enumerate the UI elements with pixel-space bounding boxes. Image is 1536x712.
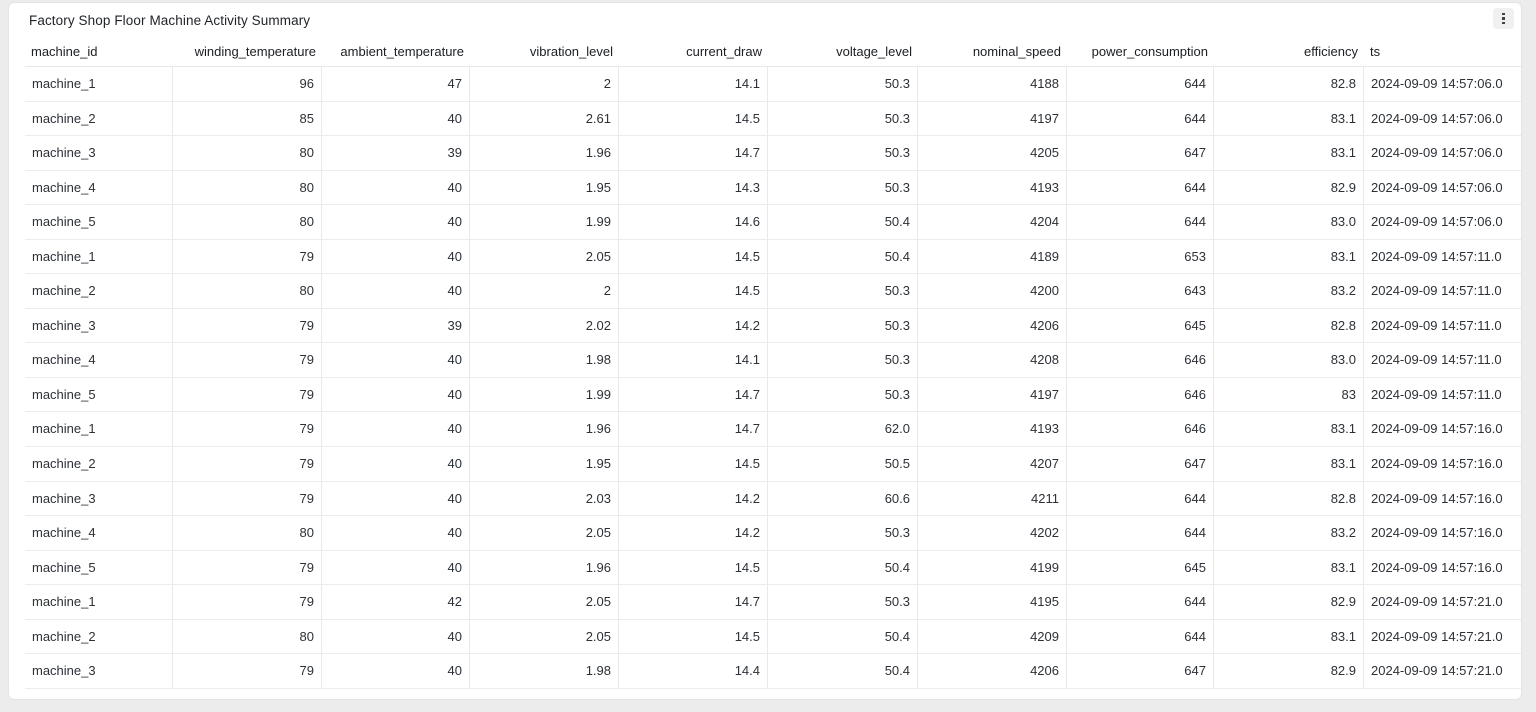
cell-power_consumption: 644 (1067, 585, 1214, 619)
cell-nominal_speed: 4189 (918, 240, 1067, 274)
table-header-row (25, 37, 1521, 67)
cell-ts: 2024-09-09 14:57:11.0 (1371, 386, 1502, 402)
cell-power_consumption: 644 (1067, 482, 1214, 516)
cell-vibration_level: 2.05 (470, 585, 619, 619)
cell-winding_temperature: 80 (173, 171, 322, 205)
cell-ts: 2024-09-09 14:57:16.0 (1371, 456, 1503, 472)
cell-power_consumption: 644 (1067, 171, 1214, 205)
cell-winding_temperature: 79 (173, 240, 322, 274)
cell-voltage_level: 50.3 (768, 102, 918, 136)
cell-current_draw: 14.2 (619, 516, 768, 550)
kebab-menu-icon (1502, 22, 1505, 25)
cell-power_consumption: 653 (1067, 240, 1214, 274)
cell-ts: 2024-09-09 14:57:21.0 (1371, 628, 1503, 644)
cell-ambient_temperature: 42 (322, 585, 470, 619)
cell-ts: 2024-09-09 14:57:11.0 (1371, 283, 1502, 299)
cell-machine_id: machine_3 (25, 482, 173, 516)
cell-ts: 2024-09-09 14:57:06.0 (1371, 110, 1503, 126)
cell-voltage_level: 50.5 (768, 447, 918, 481)
cell-voltage_level: 50.3 (768, 585, 918, 619)
cell-vibration_level: 1.95 (470, 171, 619, 205)
cell-ts: 2024-09-09 14:57:11.0 (1371, 248, 1502, 264)
cell-machine_id: machine_2 (25, 102, 173, 136)
cell-voltage_level: 50.3 (768, 343, 918, 377)
cell-machine_id: machine_2 (25, 274, 173, 308)
table-row (25, 654, 1521, 689)
cell-efficiency: 83.1 (1214, 240, 1364, 274)
cell-current_draw: 14.1 (619, 343, 768, 377)
cell-ambient_temperature: 40 (322, 551, 470, 585)
cell-ambient_temperature: 39 (322, 136, 470, 170)
cell-current_draw: 14.5 (619, 447, 768, 481)
cell-vibration_level: 1.98 (470, 343, 619, 377)
cell-vibration_level: 2.61 (470, 102, 619, 136)
cell-ts: 2024-09-09 14:57:06.0 (1371, 214, 1503, 230)
table-row (25, 274, 1521, 309)
column-header-nominal_speed[interactable]: nominal_speed (972, 44, 1061, 59)
cell-machine_id: machine_4 (25, 171, 173, 205)
table-row (25, 309, 1521, 344)
cell-nominal_speed: 4204 (918, 205, 1067, 239)
column-header-current_draw[interactable]: current_draw (686, 44, 762, 59)
cell-current_draw: 14.4 (619, 654, 768, 688)
column-header-ts[interactable]: ts (1370, 44, 1381, 59)
cell-winding_temperature: 79 (173, 343, 322, 377)
cell-ambient_temperature: 40 (322, 171, 470, 205)
cell-nominal_speed: 4193 (918, 412, 1067, 446)
table-body (25, 67, 1521, 689)
cell-vibration_level: 1.98 (470, 654, 619, 688)
cell-efficiency: 83.1 (1214, 136, 1364, 170)
cell-ts: 2024-09-09 14:57:21.0 (1371, 663, 1503, 679)
kebab-menu-icon (1502, 13, 1505, 16)
cell-winding_temperature: 80 (173, 516, 322, 550)
cell-efficiency: 82.8 (1214, 482, 1364, 516)
cell-winding_temperature: 79 (173, 447, 322, 481)
column-header-ambient_temperature[interactable]: ambient_temperature (340, 44, 464, 59)
cell-machine_id: machine_5 (25, 205, 173, 239)
table-row (25, 585, 1521, 620)
cell-nominal_speed: 4207 (918, 447, 1067, 481)
cell-ts: 2024-09-09 14:57:06.0 (1371, 179, 1503, 195)
cell-power_consumption: 646 (1067, 378, 1214, 412)
cell-nominal_speed: 4197 (918, 102, 1067, 136)
cell-vibration_level: 1.96 (470, 136, 619, 170)
cell-ambient_temperature: 40 (322, 205, 470, 239)
panel-title: Factory Shop Floor Machine Activity Summary (29, 12, 311, 28)
cell-ts: 2024-09-09 14:57:11.0 (1371, 317, 1502, 333)
table-row (25, 171, 1521, 206)
cell-efficiency: 82.9 (1214, 654, 1364, 688)
cell-ambient_temperature: 40 (322, 620, 470, 654)
cell-nominal_speed: 4206 (918, 654, 1067, 688)
cell-nominal_speed: 4200 (918, 274, 1067, 308)
cell-machine_id: machine_5 (25, 551, 173, 585)
cell-voltage_level: 50.3 (768, 136, 918, 170)
cell-machine_id: machine_1 (25, 412, 173, 446)
column-header-winding_temperature[interactable]: winding_temperature (194, 44, 316, 59)
cell-voltage_level: 50.4 (768, 205, 918, 239)
cell-power_consumption: 644 (1067, 620, 1214, 654)
cell-winding_temperature: 79 (173, 412, 322, 446)
cell-efficiency: 83.1 (1214, 412, 1364, 446)
cell-ts: 2024-09-09 14:57:16.0 (1371, 525, 1503, 541)
table-row (25, 102, 1521, 137)
table-row (25, 447, 1521, 482)
cell-voltage_level: 50.3 (768, 274, 918, 308)
cell-winding_temperature: 80 (173, 136, 322, 170)
cell-current_draw: 14.2 (619, 482, 768, 516)
cell-power_consumption: 644 (1067, 67, 1214, 101)
cell-vibration_level: 1.99 (470, 205, 619, 239)
cell-vibration_level: 2.03 (470, 482, 619, 516)
table-panel (8, 2, 1522, 700)
cell-ambient_temperature: 40 (322, 102, 470, 136)
cell-current_draw: 14.5 (619, 102, 768, 136)
cell-current_draw: 14.3 (619, 171, 768, 205)
cell-power_consumption: 644 (1067, 102, 1214, 136)
cell-power_consumption: 644 (1067, 205, 1214, 239)
cell-current_draw: 14.5 (619, 274, 768, 308)
cell-ambient_temperature: 40 (322, 274, 470, 308)
cell-nominal_speed: 4202 (918, 516, 1067, 550)
cell-ts: 2024-09-09 14:57:16.0 (1371, 421, 1503, 437)
cell-efficiency: 82.9 (1214, 171, 1364, 205)
machine-activity-table (25, 37, 1521, 689)
cell-ambient_temperature: 40 (322, 343, 470, 377)
cell-nominal_speed: 4208 (918, 343, 1067, 377)
cell-power_consumption: 647 (1067, 447, 1214, 481)
cell-nominal_speed: 4188 (918, 67, 1067, 101)
column-header-machine_id[interactable]: machine_id (31, 44, 98, 59)
cell-machine_id: machine_1 (25, 67, 173, 101)
cell-machine_id: machine_2 (25, 620, 173, 654)
cell-winding_temperature: 80 (173, 274, 322, 308)
cell-ambient_temperature: 39 (322, 309, 470, 343)
cell-efficiency: 83.1 (1214, 620, 1364, 654)
cell-voltage_level: 50.3 (768, 67, 918, 101)
cell-nominal_speed: 4199 (918, 551, 1067, 585)
cell-efficiency: 83 (1214, 378, 1364, 412)
column-header-power_consumption[interactable]: power_consumption (1091, 44, 1208, 59)
cell-vibration_level: 2.02 (470, 309, 619, 343)
cell-voltage_level: 50.3 (768, 516, 918, 550)
cell-voltage_level: 50.4 (768, 620, 918, 654)
cell-voltage_level: 50.4 (768, 654, 918, 688)
table-row (25, 136, 1521, 171)
table-row (25, 343, 1521, 378)
table-row (25, 551, 1521, 586)
cell-winding_temperature: 80 (173, 205, 322, 239)
cell-current_draw: 14.2 (619, 309, 768, 343)
cell-ambient_temperature: 40 (322, 447, 470, 481)
cell-nominal_speed: 4195 (918, 585, 1067, 619)
cell-nominal_speed: 4206 (918, 309, 1067, 343)
cell-ambient_temperature: 40 (322, 412, 470, 446)
cell-ambient_temperature: 40 (322, 240, 470, 274)
cell-ts: 2024-09-09 14:57:16.0 (1371, 559, 1503, 575)
cell-power_consumption: 646 (1067, 343, 1214, 377)
table-row (25, 67, 1521, 102)
cell-current_draw: 14.1 (619, 67, 768, 101)
cell-current_draw: 14.6 (619, 205, 768, 239)
table-row (25, 412, 1521, 447)
table-row (25, 482, 1521, 517)
cell-vibration_level: 2.05 (470, 516, 619, 550)
cell-ambient_temperature: 40 (322, 654, 470, 688)
cell-current_draw: 14.7 (619, 412, 768, 446)
cell-winding_temperature: 79 (173, 585, 322, 619)
cell-machine_id: machine_4 (25, 343, 173, 377)
cell-nominal_speed: 4197 (918, 378, 1067, 412)
cell-winding_temperature: 79 (173, 654, 322, 688)
table-row (25, 205, 1521, 240)
table-row (25, 620, 1521, 655)
cell-current_draw: 14.5 (619, 620, 768, 654)
cell-voltage_level: 50.3 (768, 171, 918, 205)
cell-ts: 2024-09-09 14:57:06.0 (1371, 76, 1503, 91)
cell-machine_id: machine_4 (25, 516, 173, 550)
cell-ts: 2024-09-09 14:57:11.0 (1371, 352, 1502, 368)
cell-ts: 2024-09-09 14:57:16.0 (1371, 490, 1503, 506)
cell-current_draw: 14.5 (619, 240, 768, 274)
cell-machine_id: machine_1 (25, 585, 173, 619)
table-row (25, 240, 1521, 275)
cell-efficiency: 82.8 (1214, 309, 1364, 343)
cell-winding_temperature: 80 (173, 620, 322, 654)
cell-current_draw: 14.7 (619, 378, 768, 412)
cell-efficiency: 83.2 (1214, 274, 1364, 308)
table-scroll-area[interactable] (25, 37, 1521, 699)
cell-vibration_level: 2 (470, 67, 619, 101)
cell-current_draw: 14.5 (619, 551, 768, 585)
cell-vibration_level: 2 (470, 274, 619, 308)
cell-voltage_level: 50.4 (768, 240, 918, 274)
column-header-voltage_level[interactable]: voltage_level (836, 44, 912, 59)
cell-winding_temperature: 96 (173, 67, 322, 101)
cell-winding_temperature: 85 (173, 102, 322, 136)
cell-efficiency: 82.9 (1214, 585, 1364, 619)
column-header-efficiency[interactable]: efficiency (1304, 44, 1358, 59)
cell-power_consumption: 647 (1067, 136, 1214, 170)
cell-current_draw: 14.7 (619, 136, 768, 170)
cell-efficiency: 83.0 (1214, 205, 1364, 239)
cell-current_draw: 14.7 (619, 585, 768, 619)
cell-nominal_speed: 4209 (918, 620, 1067, 654)
table-row (25, 516, 1521, 551)
cell-vibration_level: 1.96 (470, 551, 619, 585)
cell-vibration_level: 1.96 (470, 412, 619, 446)
column-header-vibration_level[interactable]: vibration_level (529, 44, 613, 59)
cell-voltage_level: 50.3 (768, 378, 918, 412)
cell-power_consumption: 645 (1067, 551, 1214, 585)
cell-vibration_level: 2.05 (470, 620, 619, 654)
cell-machine_id: machine_3 (25, 136, 173, 170)
cell-machine_id: machine_5 (25, 378, 173, 412)
cell-power_consumption: 643 (1067, 274, 1214, 308)
cell-machine_id: machine_3 (25, 309, 173, 343)
cell-voltage_level: 60.6 (768, 482, 918, 516)
cell-winding_temperature: 79 (173, 378, 322, 412)
cell-vibration_level: 1.95 (470, 447, 619, 481)
cell-ts: 2024-09-09 14:57:21.0 (1371, 594, 1503, 610)
cell-power_consumption: 645 (1067, 309, 1214, 343)
cell-voltage_level: 62.0 (768, 412, 918, 446)
cell-winding_temperature: 79 (173, 309, 322, 343)
cell-efficiency: 83.0 (1214, 343, 1364, 377)
cell-winding_temperature: 79 (173, 482, 322, 516)
cell-nominal_speed: 4211 (918, 482, 1067, 516)
cell-power_consumption: 644 (1067, 516, 1214, 550)
cell-vibration_level: 2.05 (470, 240, 619, 274)
cell-efficiency: 83.2 (1214, 516, 1364, 550)
cell-machine_id: machine_2 (25, 447, 173, 481)
cell-voltage_level: 50.4 (768, 551, 918, 585)
cell-power_consumption: 646 (1067, 412, 1214, 446)
cell-winding_temperature: 79 (173, 551, 322, 585)
cell-machine_id: machine_3 (25, 654, 173, 688)
cell-ambient_temperature: 40 (322, 378, 470, 412)
cell-vibration_level: 1.99 (470, 378, 619, 412)
cell-efficiency: 83.1 (1214, 551, 1364, 585)
cell-voltage_level: 50.3 (768, 309, 918, 343)
cell-ts: 2024-09-09 14:57:06.0 (1371, 145, 1503, 161)
table-row (25, 378, 1521, 413)
panel-header (9, 3, 1521, 37)
cell-ambient_temperature: 47 (322, 67, 470, 101)
cell-power_consumption: 647 (1067, 654, 1214, 688)
cell-efficiency: 83.1 (1214, 102, 1364, 136)
cell-ambient_temperature: 40 (322, 482, 470, 516)
cell-ambient_temperature: 40 (322, 516, 470, 550)
kebab-menu-icon (1502, 17, 1505, 20)
cell-nominal_speed: 4193 (918, 171, 1067, 205)
cell-nominal_speed: 4205 (918, 136, 1067, 170)
cell-machine_id: machine_1 (25, 240, 173, 274)
cell-efficiency: 82.8 (1214, 67, 1364, 101)
panel-menu-button[interactable] (1493, 8, 1514, 29)
cell-efficiency: 83.1 (1214, 447, 1364, 481)
